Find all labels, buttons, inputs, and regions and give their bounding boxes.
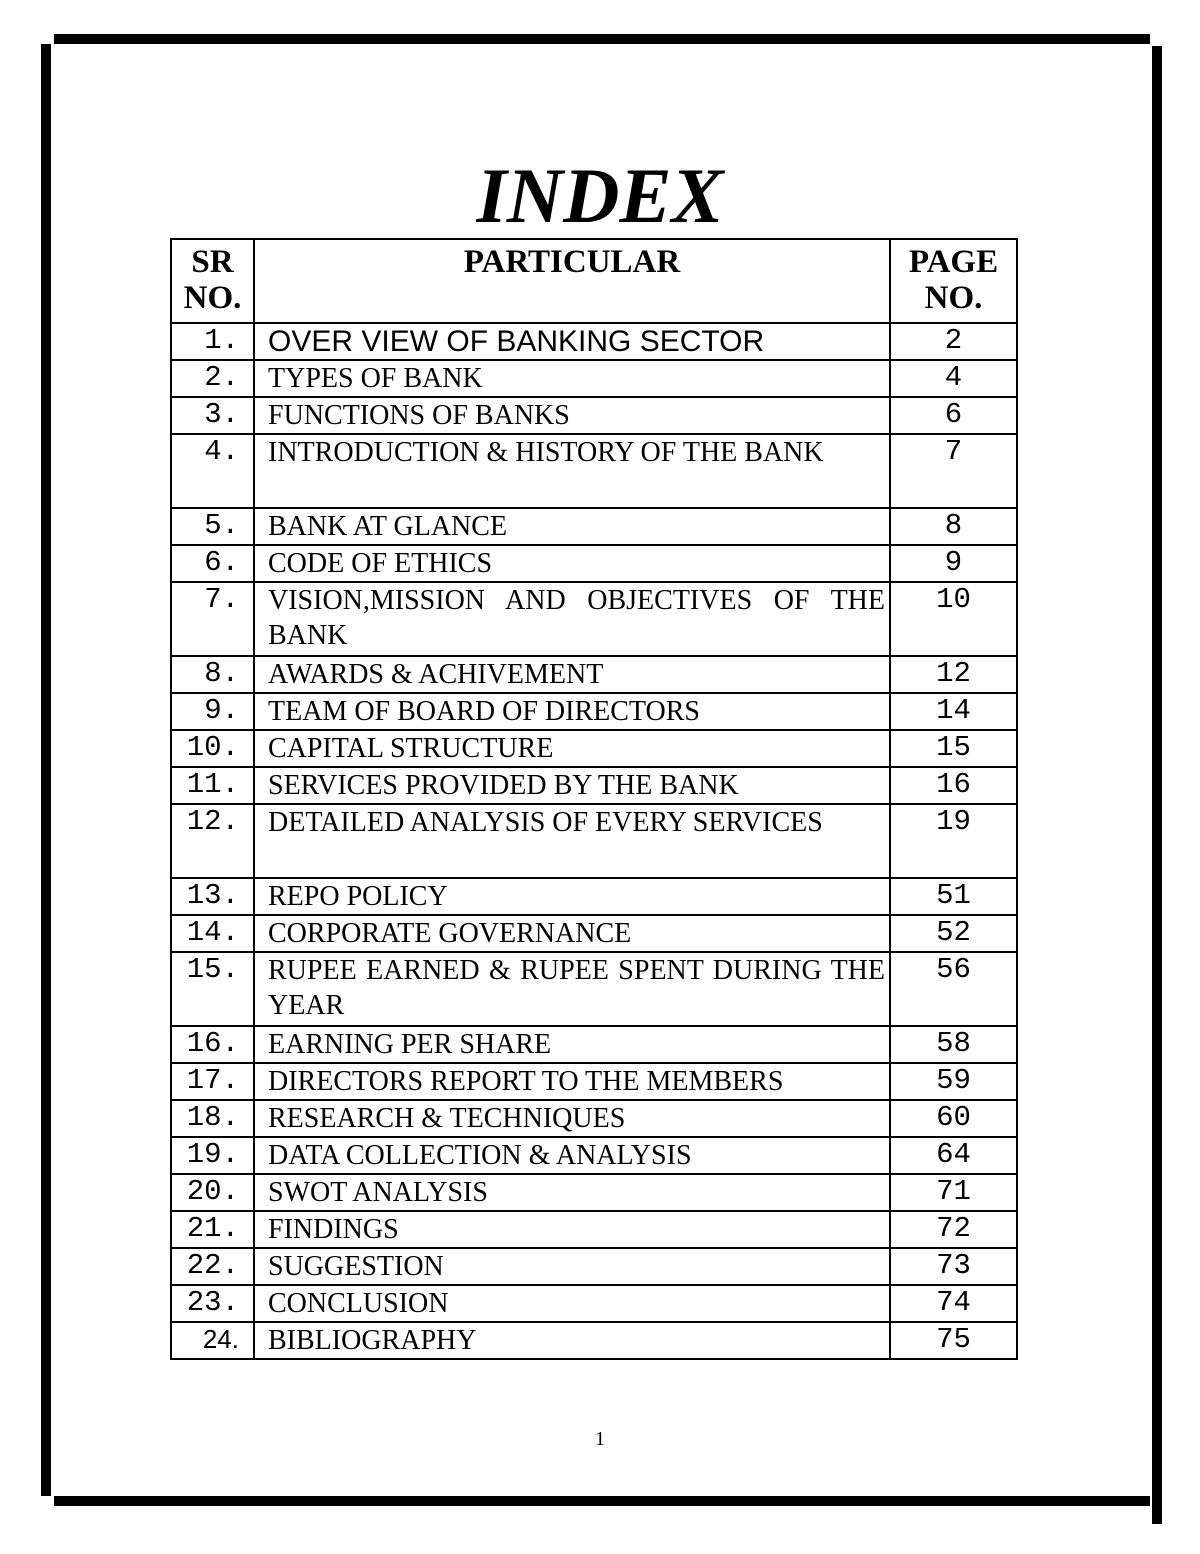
page-border-left	[41, 44, 51, 1496]
row-page-no: 71	[890, 1174, 1017, 1211]
row-sr-no: 17.	[171, 1063, 254, 1100]
row-particular: DIRECTORS REPORT TO THE MEMBERS	[254, 1063, 890, 1100]
page-border-top	[54, 34, 1150, 44]
table-row	[171, 693, 1017, 730]
table-header-row	[171, 239, 1017, 323]
row-sr-no: 21.	[171, 1211, 254, 1248]
row-page-no: 8	[890, 508, 1017, 545]
row-particular: CODE OF ETHICS	[254, 545, 890, 582]
row-sr-no: 18.	[171, 1100, 254, 1137]
row-particular: DATA COLLECTION & ANALYSIS	[254, 1137, 890, 1174]
row-page-no: 16	[890, 767, 1017, 804]
row-page-no: 60	[890, 1100, 1017, 1137]
table-row	[171, 1322, 1017, 1359]
table-row	[171, 1137, 1017, 1174]
row-sr-no: 9.	[171, 693, 254, 730]
row-particular: EARNING PER SHARE	[254, 1026, 890, 1063]
row-page-no: 15	[890, 730, 1017, 767]
row-particular: CONCLUSION	[254, 1285, 890, 1322]
row-page-no: 59	[890, 1063, 1017, 1100]
index-rows	[171, 323, 1017, 1359]
row-page-no: 72	[890, 1211, 1017, 1248]
row-sr-no: 12.	[171, 804, 254, 878]
table-row	[171, 730, 1017, 767]
row-sr-no: 15.	[171, 952, 254, 1026]
table-row	[171, 360, 1017, 397]
row-page-no: 51	[890, 878, 1017, 915]
row-particular: RESEARCH & TECHNIQUES	[254, 1100, 890, 1137]
row-page-no: 19	[890, 804, 1017, 878]
page-border-bottom	[54, 1496, 1150, 1506]
row-sr-no: 19.	[171, 1137, 254, 1174]
row-particular: CAPITAL STRUCTURE	[254, 730, 890, 767]
row-sr-no: 7.	[171, 582, 254, 656]
row-page-no: 73	[890, 1248, 1017, 1285]
row-page-no: 2	[890, 323, 1017, 360]
row-sr-no: 10.	[171, 730, 254, 767]
row-sr-no: 5.	[171, 508, 254, 545]
row-page-no: 56	[890, 952, 1017, 1026]
row-particular: SWOT ANALYSIS	[254, 1174, 890, 1211]
row-sr-no: 20.	[171, 1174, 254, 1211]
header-page-no: PAGE NO.	[890, 239, 1017, 323]
table-row	[171, 915, 1017, 952]
row-page-no: 12	[890, 656, 1017, 693]
table-row	[171, 1100, 1017, 1137]
row-particular: REPO POLICY	[254, 878, 890, 915]
row-sr-no: 13.	[171, 878, 254, 915]
table-row	[171, 397, 1017, 434]
table-row	[171, 323, 1017, 360]
row-particular: BANK AT GLANCE	[254, 508, 890, 545]
row-particular: OVER VIEW OF BANKING SECTOR	[254, 323, 890, 360]
row-page-no: 6	[890, 397, 1017, 434]
table-row	[171, 508, 1017, 545]
row-particular: INTRODUCTION & HISTORY OF THE BANK	[254, 434, 890, 508]
row-page-no: 75	[890, 1322, 1017, 1359]
row-particular: TEAM OF BOARD OF DIRECTORS	[254, 693, 890, 730]
table-row	[171, 878, 1017, 915]
table-row	[171, 434, 1017, 508]
table-row	[171, 582, 1017, 656]
row-particular: SUGGESTION	[254, 1248, 890, 1285]
row-page-no: 7	[890, 434, 1017, 508]
table-row	[171, 952, 1017, 1026]
table-row	[171, 1026, 1017, 1063]
table-row	[171, 1248, 1017, 1285]
page-number: 1	[595, 1428, 605, 1450]
row-page-no: 4	[890, 360, 1017, 397]
page-title: INDEX	[476, 152, 724, 239]
row-page-no: 14	[890, 693, 1017, 730]
row-sr-no: 24.	[171, 1322, 254, 1359]
table-row	[171, 656, 1017, 693]
row-page-no: 74	[890, 1285, 1017, 1322]
row-sr-no: 6.	[171, 545, 254, 582]
row-particular: FUNCTIONS OF BANKS	[254, 397, 890, 434]
row-sr-no: 16.	[171, 1026, 254, 1063]
row-particular: SERVICES PROVIDED BY THE BANK	[254, 767, 890, 804]
row-sr-no: 14.	[171, 915, 254, 952]
row-page-no: 52	[890, 915, 1017, 952]
row-sr-no: 3.	[171, 397, 254, 434]
row-particular: VISION,MISSION AND OBJECTIVES OF THE BANK	[254, 582, 890, 656]
table-row	[171, 1211, 1017, 1248]
table-row	[171, 1285, 1017, 1322]
row-page-no: 64	[890, 1137, 1017, 1174]
row-sr-no: 4.	[171, 434, 254, 508]
row-page-no: 10	[890, 582, 1017, 656]
row-sr-no: 2.	[171, 360, 254, 397]
table-row	[171, 804, 1017, 878]
table-row	[171, 767, 1017, 804]
page-border-right	[1152, 46, 1162, 1524]
row-particular: FINDINGS	[254, 1211, 890, 1248]
row-particular: TYPES OF BANK	[254, 360, 890, 397]
row-particular: AWARDS & ACHIVEMENT	[254, 656, 890, 693]
row-page-no: 58	[890, 1026, 1017, 1063]
row-particular: BIBLIOGRAPHY	[254, 1322, 890, 1359]
table-row	[171, 1174, 1017, 1211]
row-sr-no: 1.	[171, 323, 254, 360]
row-sr-no: 8.	[171, 656, 254, 693]
table-row	[171, 545, 1017, 582]
header-particular: PARTICULAR	[254, 239, 890, 323]
row-particular: DETAILED ANALYSIS OF EVERY SERVICES	[254, 804, 890, 878]
table-row	[171, 1063, 1017, 1100]
header-sr-no: SR NO.	[171, 239, 254, 323]
row-sr-no: 11.	[171, 767, 254, 804]
row-sr-no: 23.	[171, 1285, 254, 1322]
index-table	[170, 238, 1018, 1360]
row-particular: RUPEE EARNED & RUPEE SPENT DURING THE YEAR	[254, 952, 890, 1026]
row-page-no: 9	[890, 545, 1017, 582]
row-sr-no: 22.	[171, 1248, 254, 1285]
row-particular: CORPORATE GOVERNANCE	[254, 915, 890, 952]
